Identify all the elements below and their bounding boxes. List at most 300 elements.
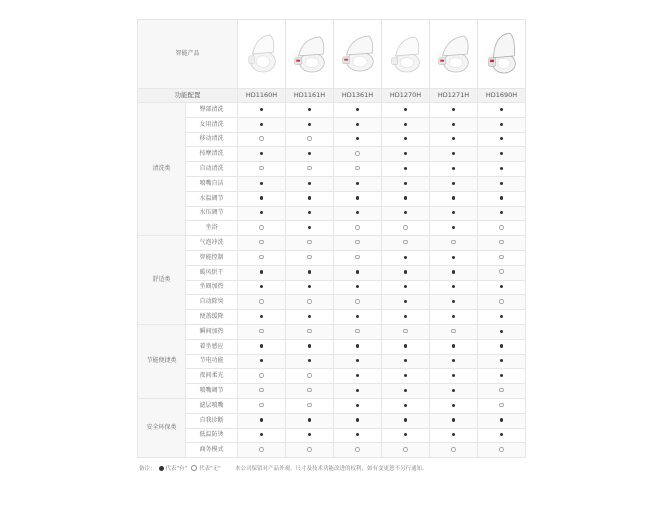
feature-value-cell (238, 413, 286, 428)
filled-dot-icon (260, 285, 263, 288)
feature-value-cell (238, 339, 286, 354)
category-label: 舒适类 (138, 236, 186, 325)
filled-dot-icon (308, 433, 311, 436)
feature-value-cell (382, 176, 430, 191)
filled-dot-icon (452, 300, 455, 303)
table-row (138, 250, 526, 265)
config-label: 功能配置 (138, 89, 238, 103)
empty-circle-icon (499, 269, 504, 274)
model-name: HD1271H (430, 89, 478, 103)
filled-dot-icon (452, 123, 455, 126)
feature-value-cell (430, 265, 478, 280)
feature-label: 便盖缓降 (186, 310, 238, 325)
filled-dot-icon (308, 344, 311, 347)
product-image-cell (286, 20, 334, 89)
filled-dot-icon (308, 285, 311, 288)
feature-value-cell (334, 369, 382, 384)
feature-value-cell (478, 162, 526, 177)
feature-value-cell (334, 310, 382, 325)
feature-label: 臀部清洗 (186, 103, 238, 118)
table-row (138, 147, 526, 162)
table-row (138, 354, 526, 369)
feature-value-cell (238, 162, 286, 177)
empty-circle-icon (499, 299, 504, 304)
feature-value-cell (478, 324, 526, 339)
feature-value-cell (478, 250, 526, 265)
empty-circle-icon (259, 447, 264, 452)
filled-dot-icon (159, 466, 164, 471)
filled-dot-icon (260, 152, 263, 155)
feature-value-cell (430, 117, 478, 132)
feature-value-cell (430, 191, 478, 206)
feature-value-cell (430, 413, 478, 428)
feature-value-cell (382, 206, 430, 221)
feature-value-cell (334, 236, 382, 251)
feature-label: 自动清洗 (186, 162, 238, 177)
feature-value-cell (334, 103, 382, 118)
filled-dot-icon (308, 211, 311, 214)
feature-value-cell (382, 265, 430, 280)
feature-label: 女用清洗 (186, 117, 238, 132)
feature-label: 滤层喷嘴 (186, 398, 238, 413)
empty-circle-icon (355, 447, 360, 452)
feature-value-cell (286, 103, 334, 118)
filled-dot-icon (452, 344, 455, 347)
empty-circle-icon (307, 240, 312, 245)
filled-dot-icon (452, 418, 455, 421)
filled-dot-icon (308, 123, 311, 126)
toilet-seat-image (339, 29, 377, 79)
table-row (138, 176, 526, 191)
filled-dot-icon (452, 182, 455, 185)
feature-value-cell (478, 280, 526, 295)
empty-circle-icon (355, 329, 360, 334)
model-header-row (138, 89, 526, 103)
filled-dot-icon (452, 433, 455, 436)
feature-value-cell (286, 250, 334, 265)
feature-value-cell (478, 369, 526, 384)
table-row (138, 295, 526, 310)
feature-value-cell (286, 310, 334, 325)
feature-value-cell (382, 310, 430, 325)
feature-value-cell (430, 428, 478, 443)
empty-circle-icon (355, 166, 360, 171)
empty-circle-icon (307, 373, 312, 378)
feature-value-cell (382, 398, 430, 413)
empty-circle-icon (499, 240, 504, 245)
filled-dot-icon (404, 152, 407, 155)
feature-value-cell (382, 221, 430, 236)
category-label: 节能便捷类 (138, 324, 186, 398)
filled-dot-icon (308, 315, 311, 318)
empty-circle-icon (355, 240, 360, 245)
feature-label: 喷嘴自洁 (186, 176, 238, 191)
filled-dot-icon (356, 270, 359, 273)
empty-circle-icon (451, 447, 456, 452)
product-image-cell (238, 20, 286, 89)
empty-circle-icon (499, 447, 504, 452)
filled-dot-icon (356, 182, 359, 185)
feature-value-cell (238, 295, 286, 310)
filled-dot-icon (260, 182, 263, 185)
feature-value-cell (286, 280, 334, 295)
feature-value-cell (238, 132, 286, 147)
filled-dot-icon (500, 285, 503, 288)
filled-dot-icon (452, 196, 455, 199)
legend-none-label: 代表"无" (199, 466, 221, 472)
feature-value-cell (430, 147, 478, 162)
empty-circle-icon (499, 388, 504, 393)
feature-value-cell (238, 428, 286, 443)
feature-value-cell (382, 413, 430, 428)
feature-value-cell (430, 369, 478, 384)
feature-value-cell (286, 369, 334, 384)
feature-value-cell (478, 295, 526, 310)
table-row (138, 103, 526, 118)
feature-label: 商务模式 (186, 443, 238, 458)
feature-value-cell (334, 147, 382, 162)
toilet-seat-image (387, 29, 425, 79)
filled-dot-icon (500, 433, 503, 436)
feature-value-cell (430, 132, 478, 147)
filled-dot-icon (308, 152, 311, 155)
feature-comparison-table (137, 19, 526, 458)
product-image-cell (478, 20, 526, 89)
category-label: 安全环保类 (138, 398, 186, 457)
empty-circle-icon (355, 151, 360, 156)
empty-circle-icon (259, 225, 264, 230)
feature-value-cell (382, 443, 430, 458)
feature-label: 坐浴 (186, 221, 238, 236)
filled-dot-icon (404, 285, 407, 288)
feature-value-cell (286, 295, 334, 310)
feature-value-cell (334, 398, 382, 413)
empty-circle-icon (259, 388, 264, 393)
filled-dot-icon (404, 123, 407, 126)
feature-value-cell (238, 324, 286, 339)
feature-value-cell (238, 354, 286, 369)
feature-value-cell (382, 384, 430, 399)
filled-dot-icon (404, 256, 407, 259)
feature-value-cell (382, 369, 430, 384)
feature-value-cell (382, 162, 430, 177)
feature-value-cell (286, 413, 334, 428)
feature-value-cell (478, 236, 526, 251)
feature-value-cell (286, 206, 334, 221)
filled-dot-icon (500, 196, 503, 199)
empty-circle-icon (451, 329, 456, 334)
feature-value-cell (286, 176, 334, 191)
table-row (138, 384, 526, 399)
filled-dot-icon (452, 137, 455, 140)
feature-value-cell (382, 324, 430, 339)
feature-value-cell (478, 443, 526, 458)
empty-circle-icon (355, 225, 360, 230)
feature-value-cell (286, 162, 334, 177)
disclaimer-note: 本公司保留对产品外观、尺寸及技术功能改进的权利，如有变更恕不另行通知。 (235, 466, 428, 472)
filled-dot-icon (260, 433, 263, 436)
feature-label: 水压调节 (186, 206, 238, 221)
feature-value-cell (430, 324, 478, 339)
filled-dot-icon (356, 404, 359, 407)
feature-value-cell (382, 339, 430, 354)
feature-value-cell (286, 221, 334, 236)
feature-value-cell (238, 147, 286, 162)
feature-value-cell (382, 428, 430, 443)
table-row (138, 132, 526, 147)
feature-label: 坐圈加热 (186, 280, 238, 295)
filled-dot-icon (404, 315, 407, 318)
feature-value-cell (478, 354, 526, 369)
table-row (138, 398, 526, 413)
feature-value-cell (382, 250, 430, 265)
filled-dot-icon (452, 270, 455, 273)
feature-value-cell (334, 162, 382, 177)
feature-value-cell (334, 191, 382, 206)
category-label: 清洗类 (138, 103, 186, 236)
feature-value-cell (430, 295, 478, 310)
feature-value-cell (334, 413, 382, 428)
feature-value-cell (430, 339, 478, 354)
filled-dot-icon (356, 359, 359, 362)
feature-value-cell (430, 236, 478, 251)
feature-value-cell (238, 265, 286, 280)
product-image-cell (430, 20, 478, 89)
feature-value-cell (334, 324, 382, 339)
feature-value-cell (382, 236, 430, 251)
filled-dot-icon (500, 359, 503, 362)
filled-dot-icon (356, 108, 359, 111)
feature-value-cell (334, 384, 382, 399)
feature-value-cell (334, 176, 382, 191)
filled-dot-icon (500, 211, 503, 214)
filled-dot-icon (452, 389, 455, 392)
feature-label: 智能控制 (186, 250, 238, 265)
empty-circle-icon (403, 240, 408, 245)
feature-value-cell (478, 206, 526, 221)
feature-value-cell (334, 221, 382, 236)
empty-circle-icon (499, 255, 504, 260)
table-row (138, 428, 526, 443)
filled-dot-icon (452, 211, 455, 214)
filled-dot-icon (356, 315, 359, 318)
empty-circle-icon (403, 225, 408, 230)
filled-dot-icon (500, 330, 503, 333)
empty-circle-icon (307, 403, 312, 408)
model-name: HD1161H (286, 89, 334, 103)
toilet-seat-image (291, 29, 329, 79)
filled-dot-icon (404, 418, 407, 421)
filled-dot-icon (356, 389, 359, 392)
feature-value-cell (286, 147, 334, 162)
table-row (138, 221, 526, 236)
feature-value-cell (382, 147, 430, 162)
feature-value-cell (430, 280, 478, 295)
empty-circle-icon (499, 225, 504, 230)
feature-value-cell (478, 147, 526, 162)
feature-value-cell (382, 103, 430, 118)
filled-dot-icon (404, 404, 407, 407)
filled-dot-icon (500, 108, 503, 111)
feature-value-cell (238, 221, 286, 236)
filled-dot-icon (356, 433, 359, 436)
empty-circle-icon (403, 447, 408, 452)
filled-dot-icon (452, 374, 455, 377)
feature-value-cell (286, 132, 334, 147)
filled-dot-icon (260, 123, 263, 126)
feature-value-cell (430, 398, 478, 413)
feature-label: 移动清洗 (186, 132, 238, 147)
filled-dot-icon (404, 167, 407, 170)
feature-value-cell (238, 103, 286, 118)
toilet-seat-image (483, 29, 521, 79)
feature-value-cell (286, 339, 334, 354)
table-row (138, 117, 526, 132)
empty-circle-icon (307, 255, 312, 260)
empty-circle-icon (451, 240, 456, 245)
model-name: HD1160H (238, 89, 286, 103)
feature-value-cell (286, 236, 334, 251)
filled-dot-icon (260, 108, 263, 111)
feature-value-cell (478, 103, 526, 118)
feature-value-cell (238, 369, 286, 384)
feature-value-cell (238, 443, 286, 458)
product-images-row (138, 20, 526, 89)
filled-dot-icon (356, 418, 359, 421)
table-row (138, 206, 526, 221)
feature-value-cell (382, 117, 430, 132)
table-row (138, 324, 526, 339)
filled-dot-icon (452, 256, 455, 259)
filled-dot-icon (404, 108, 407, 111)
feature-value-cell (478, 221, 526, 236)
feature-value-cell (430, 310, 478, 325)
filled-dot-icon (500, 137, 503, 140)
feature-value-cell (334, 295, 382, 310)
legend-prefix: 备注： (139, 466, 156, 472)
table-row (138, 280, 526, 295)
feature-value-cell (238, 250, 286, 265)
feature-value-cell (478, 384, 526, 399)
empty-circle-icon (403, 329, 408, 334)
filled-dot-icon (404, 300, 407, 303)
filled-dot-icon (500, 344, 503, 347)
filled-dot-icon (500, 374, 503, 377)
feature-value-cell (478, 117, 526, 132)
product-image-cell (382, 20, 430, 89)
filled-dot-icon (260, 418, 263, 421)
filled-dot-icon (500, 418, 503, 421)
feature-value-cell (430, 443, 478, 458)
model-name: HD1361H (334, 89, 382, 103)
feature-label: 节电功能 (186, 354, 238, 369)
table-row (138, 310, 526, 325)
filled-dot-icon (356, 137, 359, 140)
comparison-table-wrapper (137, 19, 525, 458)
feature-value-cell (334, 250, 382, 265)
filled-dot-icon (500, 152, 503, 155)
feature-value-cell (286, 191, 334, 206)
filled-dot-icon (260, 315, 263, 318)
empty-circle-icon (307, 136, 312, 141)
filled-dot-icon (452, 359, 455, 362)
filled-dot-icon (404, 344, 407, 347)
feature-value-cell (382, 132, 430, 147)
feature-value-cell (286, 443, 334, 458)
filled-dot-icon (404, 196, 407, 199)
feature-label: 喷嘴调节 (186, 384, 238, 399)
feature-value-cell (238, 398, 286, 413)
empty-circle-icon (259, 255, 264, 260)
feature-value-cell (478, 191, 526, 206)
feature-value-cell (430, 162, 478, 177)
filled-dot-icon (452, 315, 455, 318)
empty-circle-icon (259, 136, 264, 141)
feature-label: 自我诊断 (186, 413, 238, 428)
feature-value-cell (334, 265, 382, 280)
legend (139, 464, 221, 472)
feature-value-cell (286, 324, 334, 339)
feature-value-cell (430, 384, 478, 399)
filled-dot-icon (356, 123, 359, 126)
filled-dot-icon (308, 108, 311, 111)
feature-label: 水温调节 (186, 191, 238, 206)
filled-dot-icon (404, 359, 407, 362)
legend-has-label: 代表"有" (165, 466, 188, 472)
product-label: 智能产品 (138, 20, 238, 89)
empty-circle-icon (259, 166, 264, 171)
filled-dot-icon (308, 418, 311, 421)
feature-value-cell (334, 280, 382, 295)
filled-dot-icon (356, 374, 359, 377)
empty-circle-icon (259, 329, 264, 334)
feature-value-cell (334, 339, 382, 354)
empty-circle-icon (499, 403, 504, 408)
empty-circle-icon (259, 299, 264, 304)
feature-label: 按摩清洗 (186, 147, 238, 162)
filled-dot-icon (452, 167, 455, 170)
feature-label: 低温防烫 (186, 428, 238, 443)
product-image-cell (334, 20, 382, 89)
model-name: HD1690H (478, 89, 526, 103)
filled-dot-icon (356, 211, 359, 214)
feature-label: 夜间柔光 (186, 369, 238, 384)
filled-dot-icon (260, 196, 263, 199)
feature-value-cell (286, 354, 334, 369)
filled-dot-icon (356, 344, 359, 347)
filled-dot-icon (452, 108, 455, 111)
feature-value-cell (238, 176, 286, 191)
feature-value-cell (382, 295, 430, 310)
feature-label: 暖风烘干 (186, 265, 238, 280)
filled-dot-icon (260, 211, 263, 214)
feature-value-cell (430, 354, 478, 369)
empty-circle-icon (355, 299, 360, 304)
filled-dot-icon (260, 270, 263, 273)
feature-value-cell (238, 384, 286, 399)
feature-value-cell (430, 103, 478, 118)
feature-value-cell (334, 206, 382, 221)
filled-dot-icon (308, 226, 311, 229)
table-row (138, 339, 526, 354)
table-row (138, 369, 526, 384)
filled-dot-icon (308, 359, 311, 362)
empty-circle-icon (259, 240, 264, 245)
table-row (138, 413, 526, 428)
empty-circle-icon (355, 255, 360, 260)
feature-value-cell (382, 354, 430, 369)
table-row (138, 162, 526, 177)
